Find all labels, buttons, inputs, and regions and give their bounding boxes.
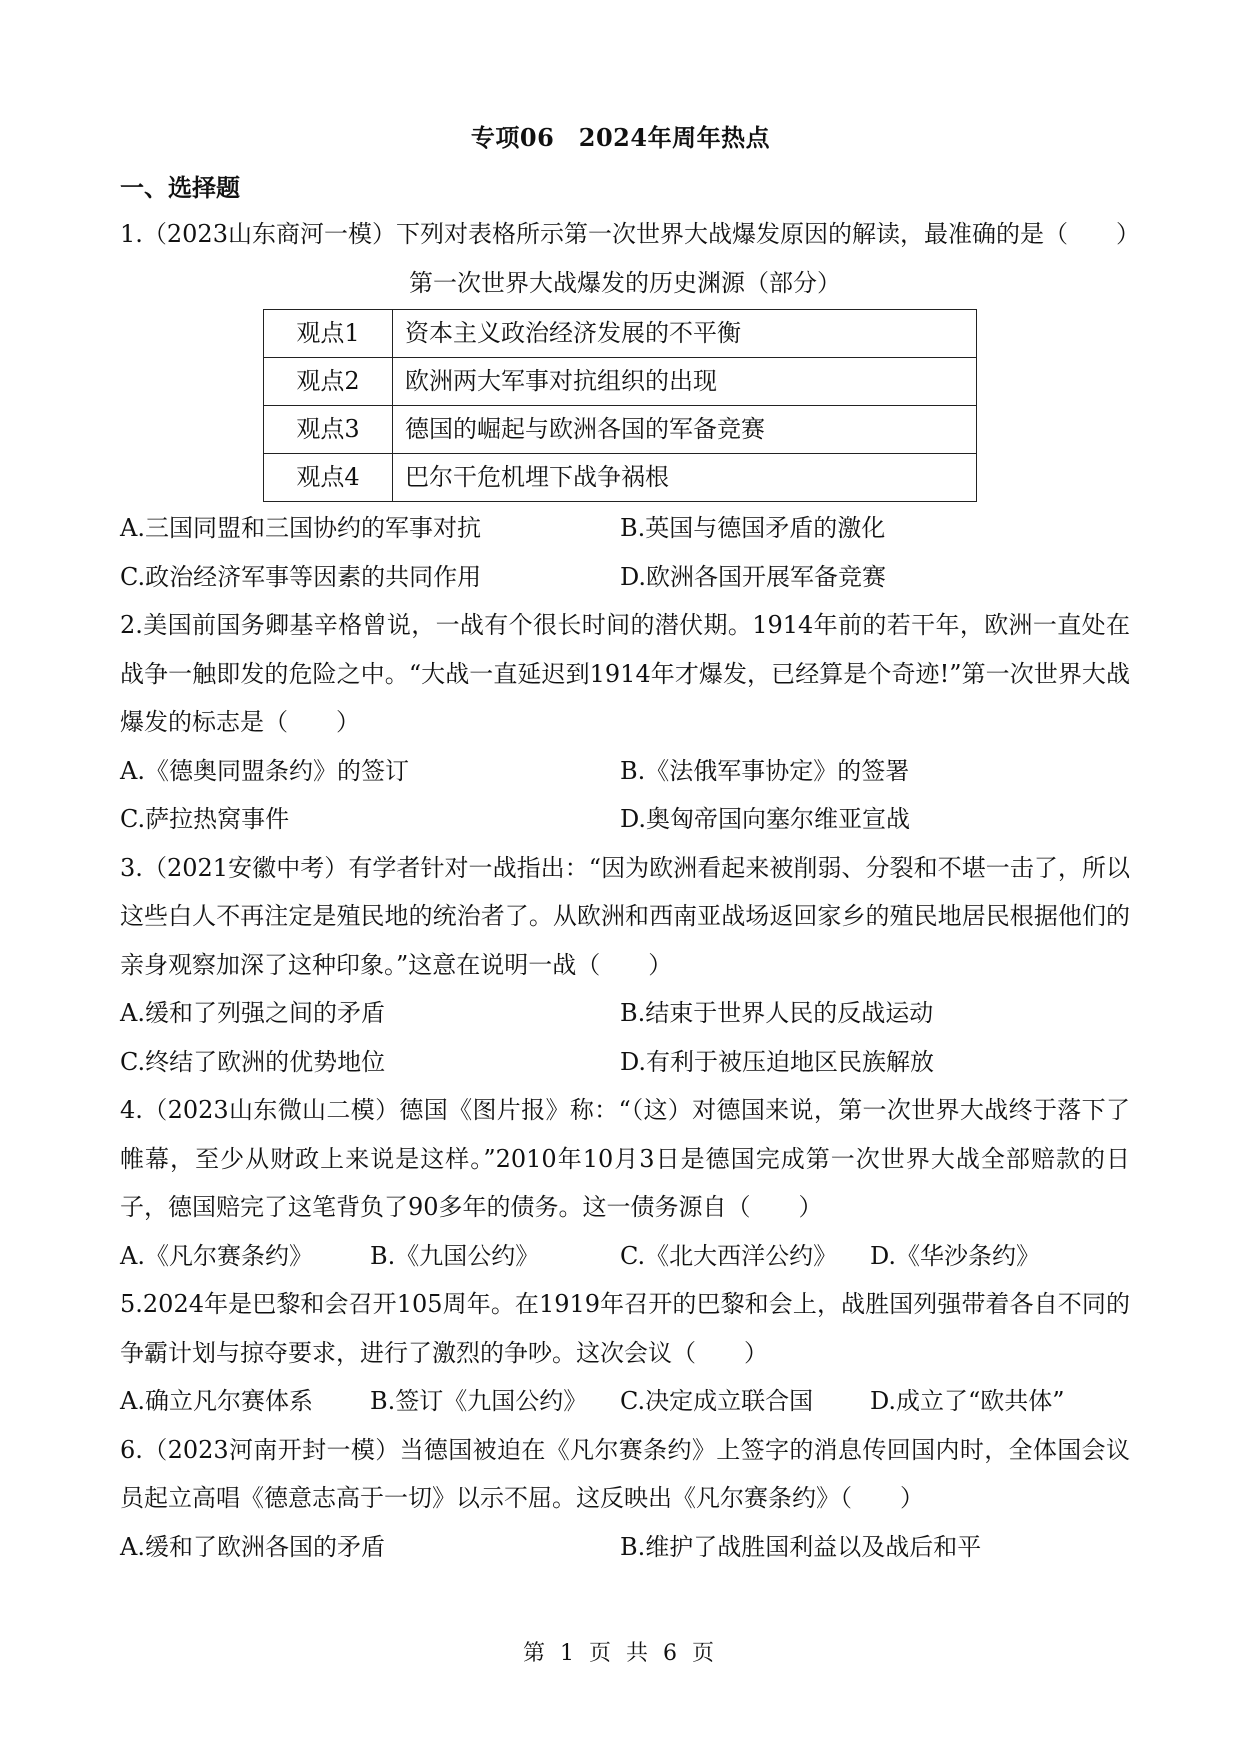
page-footer: 第 1 页 共 6 页 xyxy=(523,1641,718,1666)
table-cell-key: 观点3 xyxy=(264,406,393,454)
options-q2 xyxy=(120,747,1130,844)
table-cell-key: 观点4 xyxy=(264,454,393,502)
option-b: B.签订《九国公约》 xyxy=(370,1387,588,1415)
option-a: A.三国同盟和三国协约的军事对抗 xyxy=(120,514,481,542)
options-q4 xyxy=(120,1232,1130,1281)
options-q3 xyxy=(120,989,1130,1086)
table-cell-value: 资本主义政治经济发展的不平衡 xyxy=(393,310,977,358)
option-b: B.英国与德国矛盾的激化 xyxy=(620,514,886,542)
options-q5 xyxy=(120,1377,1130,1426)
causes-table xyxy=(263,309,977,502)
question-6: 6.（2023河南开封一模）当德国被迫在《凡尔赛条约》上签字的消息传回国内时，全体国会议员起立高唱《德意志高于一切》以示不屈。这反映出《凡尔赛条约》（ ） xyxy=(120,1435,1130,1512)
option-c: C.决定成立联合国 xyxy=(620,1387,814,1415)
table-row xyxy=(264,406,977,454)
option-d: D.有利于被压迫地区民族解放 xyxy=(620,1047,935,1076)
option-b: B.《九国公约》 xyxy=(370,1241,540,1270)
question-5: 5.2024年是巴黎和会召开105周年。在1919年召开的巴黎和会上，战胜国列强带着各自不同的争霸计划与掠夺要求，进行了激烈的争吵。这次会议（ ） xyxy=(120,1290,1130,1367)
option-c: C.终结了欧洲的优势地位 xyxy=(120,1047,386,1076)
option-d: D.成立了“欧共体” xyxy=(870,1387,1065,1415)
table-cell-value: 德国的崛起与欧洲各国的军备竞赛 xyxy=(393,406,977,454)
option-d: D.奥匈帝国向塞尔维亚宣战 xyxy=(620,805,911,833)
question-3: 3.（2021安徽中考）有学者针对一战指出：“因为欧洲看起来被削弱、分裂和不堪一击了，所以这些白人不再注定是殖民地的统治者了。从欧洲和西南亚战场返回家乡的殖民地居民根据他们的亲身观察加深了这种印象。”这意在说明一战（ ） xyxy=(120,853,1130,979)
option-c: C.《北大西洋公约》 xyxy=(620,1241,838,1270)
option-c: C.萨拉热窝事件 xyxy=(120,805,290,833)
option-a: A.缓和了欧洲各国的矛盾 xyxy=(120,1532,385,1561)
question-list xyxy=(120,210,1140,1571)
table-caption: 第一次世界大战爆发的历史渊源（部分） xyxy=(409,268,841,297)
option-b: B.结束于世界人民的反战运动 xyxy=(620,999,934,1027)
page-title: 专项06 2024年周年热点 xyxy=(470,123,771,152)
table-row xyxy=(264,454,977,502)
table-row xyxy=(264,310,977,358)
options-q6 xyxy=(120,1523,1130,1572)
table-row xyxy=(264,358,977,406)
option-c: C.政治经济军事等因素的共同作用 xyxy=(120,562,482,591)
table-cell-key: 观点1 xyxy=(264,310,393,358)
option-b: B.《法俄军事协定》的签署 xyxy=(620,756,910,785)
section-heading: 一、选择题 xyxy=(120,173,240,202)
option-d: D.《华沙条约》 xyxy=(870,1241,1041,1270)
option-d: D.欧洲各国开展军备竞赛 xyxy=(620,562,887,591)
option-a: A.缓和了列强之间的矛盾 xyxy=(120,999,385,1027)
option-a: A.《德奥同盟条约》的签订 xyxy=(120,756,409,785)
question-1: 1.（2023山东商河一模）下列对表格所示第一次世界大战爆发原因的解读，最准确的是（ ） xyxy=(120,220,1140,248)
table-cell-value: 巴尔干危机埋下战争祸根 xyxy=(393,454,977,502)
option-a: A.《凡尔赛条约》 xyxy=(120,1241,313,1270)
option-b: B.维护了战胜国利益以及战后和平 xyxy=(620,1532,982,1561)
options-q1 xyxy=(120,504,1130,601)
question-4: 4.（2023山东微山二模）德国《图片报》称：“（这）对德国来说，第一次世界大战终于落下了帷幕，至少从财政上来说是这样。”2010年10月3日是德国完成第一次世界大战全部赔款的日子，德国赔完了这笔背负了90多年的债务。这一债务源自（ ） xyxy=(120,1096,1130,1221)
table-cell-key: 观点2 xyxy=(264,358,393,406)
option-a: A.确立凡尔赛体系 xyxy=(120,1387,313,1415)
question-2: 2.美国前国务卿基辛格曾说，一战有个很长时间的潜伏期。1914年前的若干年，欧洲一直处在战争一触即发的危险之中。“大战一直延迟到1914年才爆发，已经算是个奇迹!”第一次世界大战爆发的标志是（ ） xyxy=(120,611,1130,736)
table-cell-value: 欧洲两大军事对抗组织的出现 xyxy=(393,358,977,406)
